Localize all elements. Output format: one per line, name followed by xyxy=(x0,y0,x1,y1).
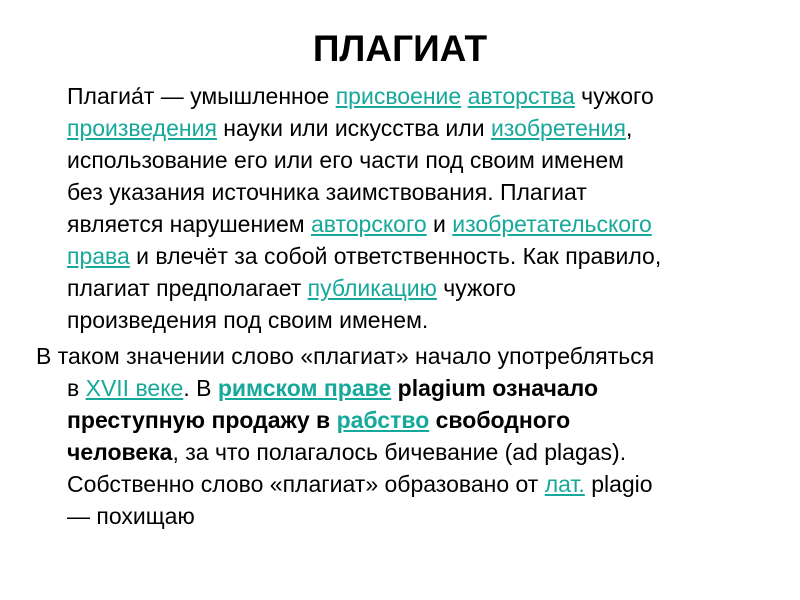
history-line-1: В таком значении слово «плагиат» начало употребляться xyxy=(36,343,655,369)
link-xvii-veke[interactable]: XVII веке xyxy=(85,375,184,401)
text-fragment: является нарушением xyxy=(67,211,311,237)
link-avtorskogo[interactable]: авторского xyxy=(310,211,427,237)
definition-line-5 xyxy=(67,208,777,240)
definition-line-4: без указания источника заимствования. Плагиат xyxy=(67,179,587,205)
bold-text-fragment: свободного xyxy=(429,407,571,433)
history-line-4 xyxy=(36,436,776,468)
bold-text-fragment: человека xyxy=(67,439,173,465)
link-lat[interactable]: лат. xyxy=(544,471,585,497)
text-fragment: и влечёт за собой ответственность. Как правило, xyxy=(129,243,662,269)
link-rimskom-prave[interactable]: римском праве xyxy=(217,375,392,401)
history-line-3 xyxy=(36,404,776,436)
history-line-6: — похищаю xyxy=(67,503,195,529)
text-fragment: чужого xyxy=(436,275,516,301)
link-izobreteniya[interactable]: изобретения xyxy=(490,115,626,141)
history-paragraph xyxy=(36,340,776,532)
definition-line-8: произведения под своим именем. xyxy=(67,307,429,333)
link-izobretatelskogo[interactable]: изобретательского xyxy=(452,211,652,237)
history-line-5 xyxy=(36,468,776,500)
link-proizvedeniya[interactable]: произведения xyxy=(67,115,217,141)
text-fragment: и xyxy=(426,211,453,237)
history-line-2 xyxy=(36,372,776,404)
bold-text-fragment: преступную продажу в xyxy=(67,407,337,433)
text-fragment: Плагиа́т — умышленное xyxy=(67,83,336,109)
definition-line-3: использование его или его части под своим именем xyxy=(67,147,624,173)
text-fragment: в xyxy=(67,375,86,401)
link-avtorstva[interactable]: авторства xyxy=(467,83,575,109)
definition-line-1 xyxy=(67,80,777,112)
link-prisvoenie[interactable]: присвоение xyxy=(335,83,462,109)
definition-paragraph xyxy=(67,80,777,336)
text-fragment: чужого xyxy=(574,83,654,109)
slide-title: ПЛАГИАТ xyxy=(312,28,488,69)
text-fragment: , за что полагалось бичевание (ad plagas). xyxy=(172,439,627,465)
text-fragment: , xyxy=(625,115,633,141)
definition-line-6 xyxy=(67,240,777,272)
bold-text-fragment: plagium означало xyxy=(391,375,599,401)
link-rabstvo[interactable]: рабство xyxy=(336,407,430,433)
link-prava[interactable]: права xyxy=(67,243,130,269)
text-fragment: плагиат предполагает xyxy=(67,275,308,301)
text-fragment: Собственно слово «плагиат» образовано от xyxy=(67,471,545,497)
text-fragment: науки или искусства или xyxy=(216,115,491,141)
text-fragment: plagio xyxy=(584,471,653,497)
text-fragment: . В xyxy=(183,375,218,401)
definition-line-7 xyxy=(67,272,777,304)
definition-line-2 xyxy=(67,112,777,144)
link-publikaciyu[interactable]: публикацию xyxy=(307,275,437,301)
